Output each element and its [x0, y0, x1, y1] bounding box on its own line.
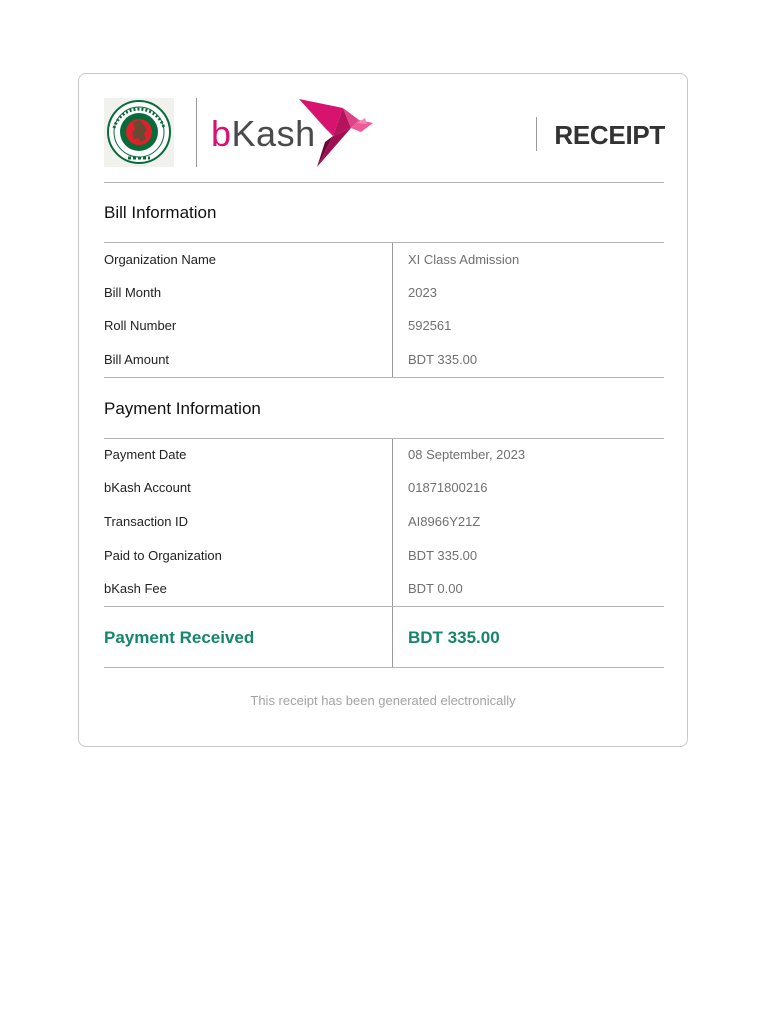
logo-divider — [196, 98, 197, 167]
total-bottom-rule — [104, 667, 664, 668]
row-value: AI8966Y21Z — [408, 514, 481, 529]
table-row — [104, 512, 664, 532]
table-row — [104, 579, 664, 599]
row-label: Organization Name — [104, 252, 216, 267]
row-label: Bill Month — [104, 285, 162, 300]
payment-received-label: Payment Received — [104, 628, 255, 647]
bill-information-table — [104, 243, 664, 377]
row-label: Transaction ID — [104, 514, 189, 529]
header-separator — [104, 182, 664, 183]
row-label: bKash Account — [104, 480, 191, 495]
row-value: 01871800216 — [408, 480, 488, 495]
payment-received-row — [104, 607, 664, 668]
row-value: 2023 — [408, 285, 437, 300]
row-value: BDT 0.00 — [408, 581, 463, 596]
row-label: Bill Amount — [104, 352, 170, 367]
payment-received-amount: BDT 335.00 — [408, 628, 500, 647]
receipt-card — [78, 73, 688, 747]
table-row — [104, 250, 664, 270]
row-value: 592561 — [408, 318, 452, 333]
row-value: BDT 335.00 — [408, 352, 478, 367]
bkash-wordmark-rest: Kash — [231, 113, 316, 154]
bill-table-bottom-rule — [104, 377, 664, 378]
row-value: 08 September, 2023 — [408, 447, 526, 462]
payment-information-table — [104, 439, 664, 606]
table-row — [104, 445, 664, 465]
row-label: Payment Date — [104, 447, 187, 462]
row-value: XI Class Admission — [408, 252, 520, 267]
row-label: bKash Fee — [104, 581, 167, 596]
column-divider — [392, 607, 393, 668]
receipt-header — [104, 98, 665, 168]
table-row — [104, 546, 664, 566]
table-row — [104, 316, 664, 336]
payment-information-title: Payment Information — [104, 399, 261, 418]
bill-information-title: Bill Information — [104, 203, 217, 222]
row-value: BDT 335.00 — [408, 548, 478, 563]
table-row — [104, 283, 664, 303]
government-seal-icon — [104, 98, 174, 167]
table-row — [104, 350, 664, 370]
bkash-wordmark-b: b — [211, 113, 232, 154]
electronic-receipt-note: This receipt has been generated electronically — [250, 693, 516, 708]
table-row — [104, 478, 664, 498]
row-label: Paid to Organization — [104, 548, 222, 563]
receipt-title: RECEIPT — [554, 120, 665, 150]
row-label: Roll Number — [104, 318, 177, 333]
receipt-divider — [536, 117, 537, 151]
bkash-bird-icon — [297, 98, 375, 168]
